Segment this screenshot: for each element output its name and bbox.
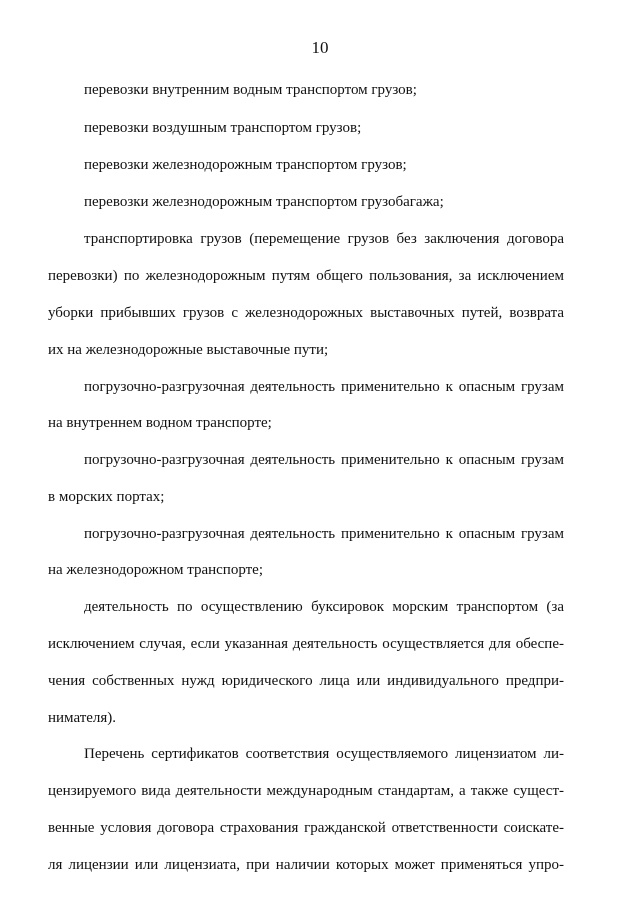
text-line: перевозки железнодорожным транспортом грузов;: [84, 157, 407, 173]
text-line: исключением случая, если указанная деятельность осуществляется для обеспе-: [48, 636, 564, 652]
text-line: деятельность по осуществлению буксировок морским транспортом (за: [84, 599, 564, 615]
text-line: перевозки внутренним водным транспортом грузов;: [84, 82, 417, 98]
text-line: уборки прибывших грузов с железнодорожных выставочных путей, возврата: [48, 305, 564, 321]
text-line: на внутреннем водном транспорте;: [48, 415, 272, 431]
text-line: на железнодорожном транспорте;: [48, 562, 264, 578]
text-line: погрузочно-разгрузочная деятельность применительно к опасным грузам: [84, 452, 564, 468]
page-number: 10: [311, 38, 329, 57]
text-line: перевозки) по железнодорожным путям общего пользования, за исключением: [48, 268, 564, 284]
text-line: погрузочно-разгрузочная деятельность применительно к опасным грузам: [84, 526, 564, 542]
text-line: цензируемого вида деятельности международным стандартам, а также сущест-: [48, 783, 564, 799]
text-line: Перечень сертификатов соответствия осуществляемого лицензиатом ли-: [84, 746, 564, 762]
text-line: венные условия договора страхования гражданской ответственности соискате-: [48, 820, 564, 836]
text-line: транспортировка грузов (перемещение грузов без заключения договора: [84, 231, 564, 247]
text-line: погрузочно-разгрузочная деятельность применительно к опасным грузам: [84, 379, 564, 395]
text-line: ля лицензии или лицензиата, при наличии которых может применяться упро-: [48, 857, 564, 873]
text-line: их на железнодорожные выставочные пути;: [48, 342, 329, 358]
text-line: перевозки железнодорожным транспортом грузобагажа;: [84, 194, 444, 210]
text-line: чения собственных нужд юридического лица или индивидуального предпри-: [48, 673, 564, 689]
text-line: нимателя).: [48, 710, 117, 726]
text-line: перевозки воздушным транспортом грузов;: [84, 120, 362, 136]
text-line: в морских портах;: [48, 489, 165, 505]
